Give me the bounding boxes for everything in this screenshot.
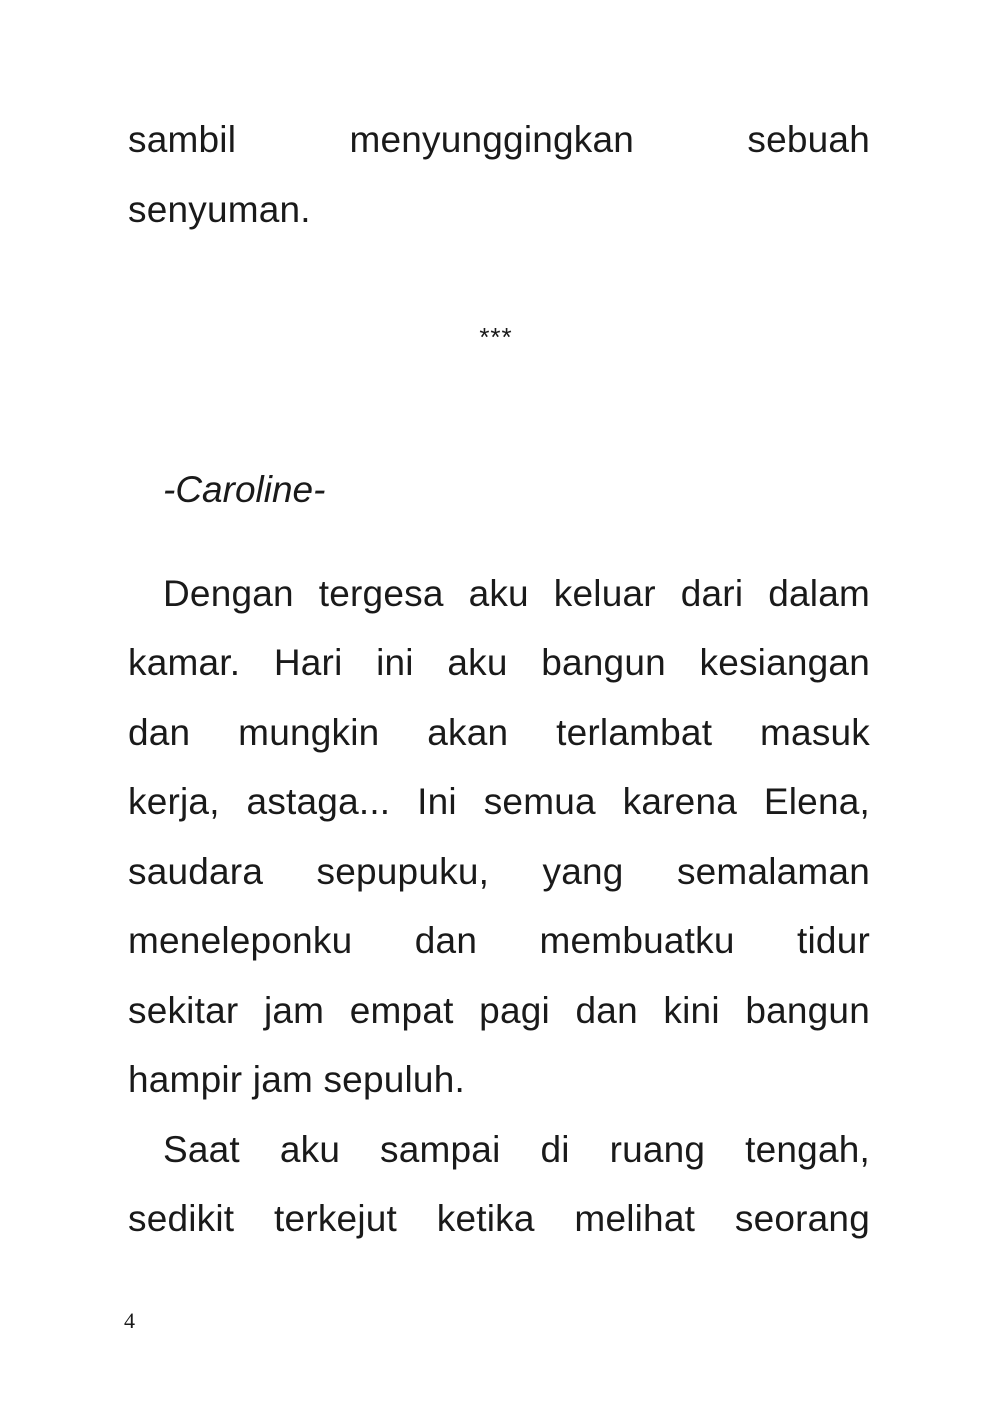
text-line: Dengan tergesa aku keluar dari dalam [163,573,870,614]
speaker-heading: -Caroline- [163,469,326,510]
text-line: meneleponku dan membuatku tidur [128,920,870,961]
text-line: saudara sepupuku, yang semalaman [128,851,870,892]
section-separator: *** [479,322,513,352]
text-line: kamar. Hari ini aku bangun kesiangan [128,642,870,683]
text-line: senyuman. [128,189,311,230]
text-line: sambil menyunggingkan sebuah [128,119,870,160]
text-line: Saat aku sampai di ruang tengah, [163,1129,870,1170]
text-line: hampir jam sepuluh. [128,1059,465,1100]
text-line: sedikit terkejut ketika melihat seorang [128,1198,870,1239]
text-line: sekitar jam empat pagi dan kini bangun [128,990,870,1031]
text-line: kerja, astaga... Ini semua karena Elena, [128,781,870,822]
page-number: 4 [124,1308,135,1333]
text-line: dan mungkin akan terlambat masuk [128,712,870,753]
